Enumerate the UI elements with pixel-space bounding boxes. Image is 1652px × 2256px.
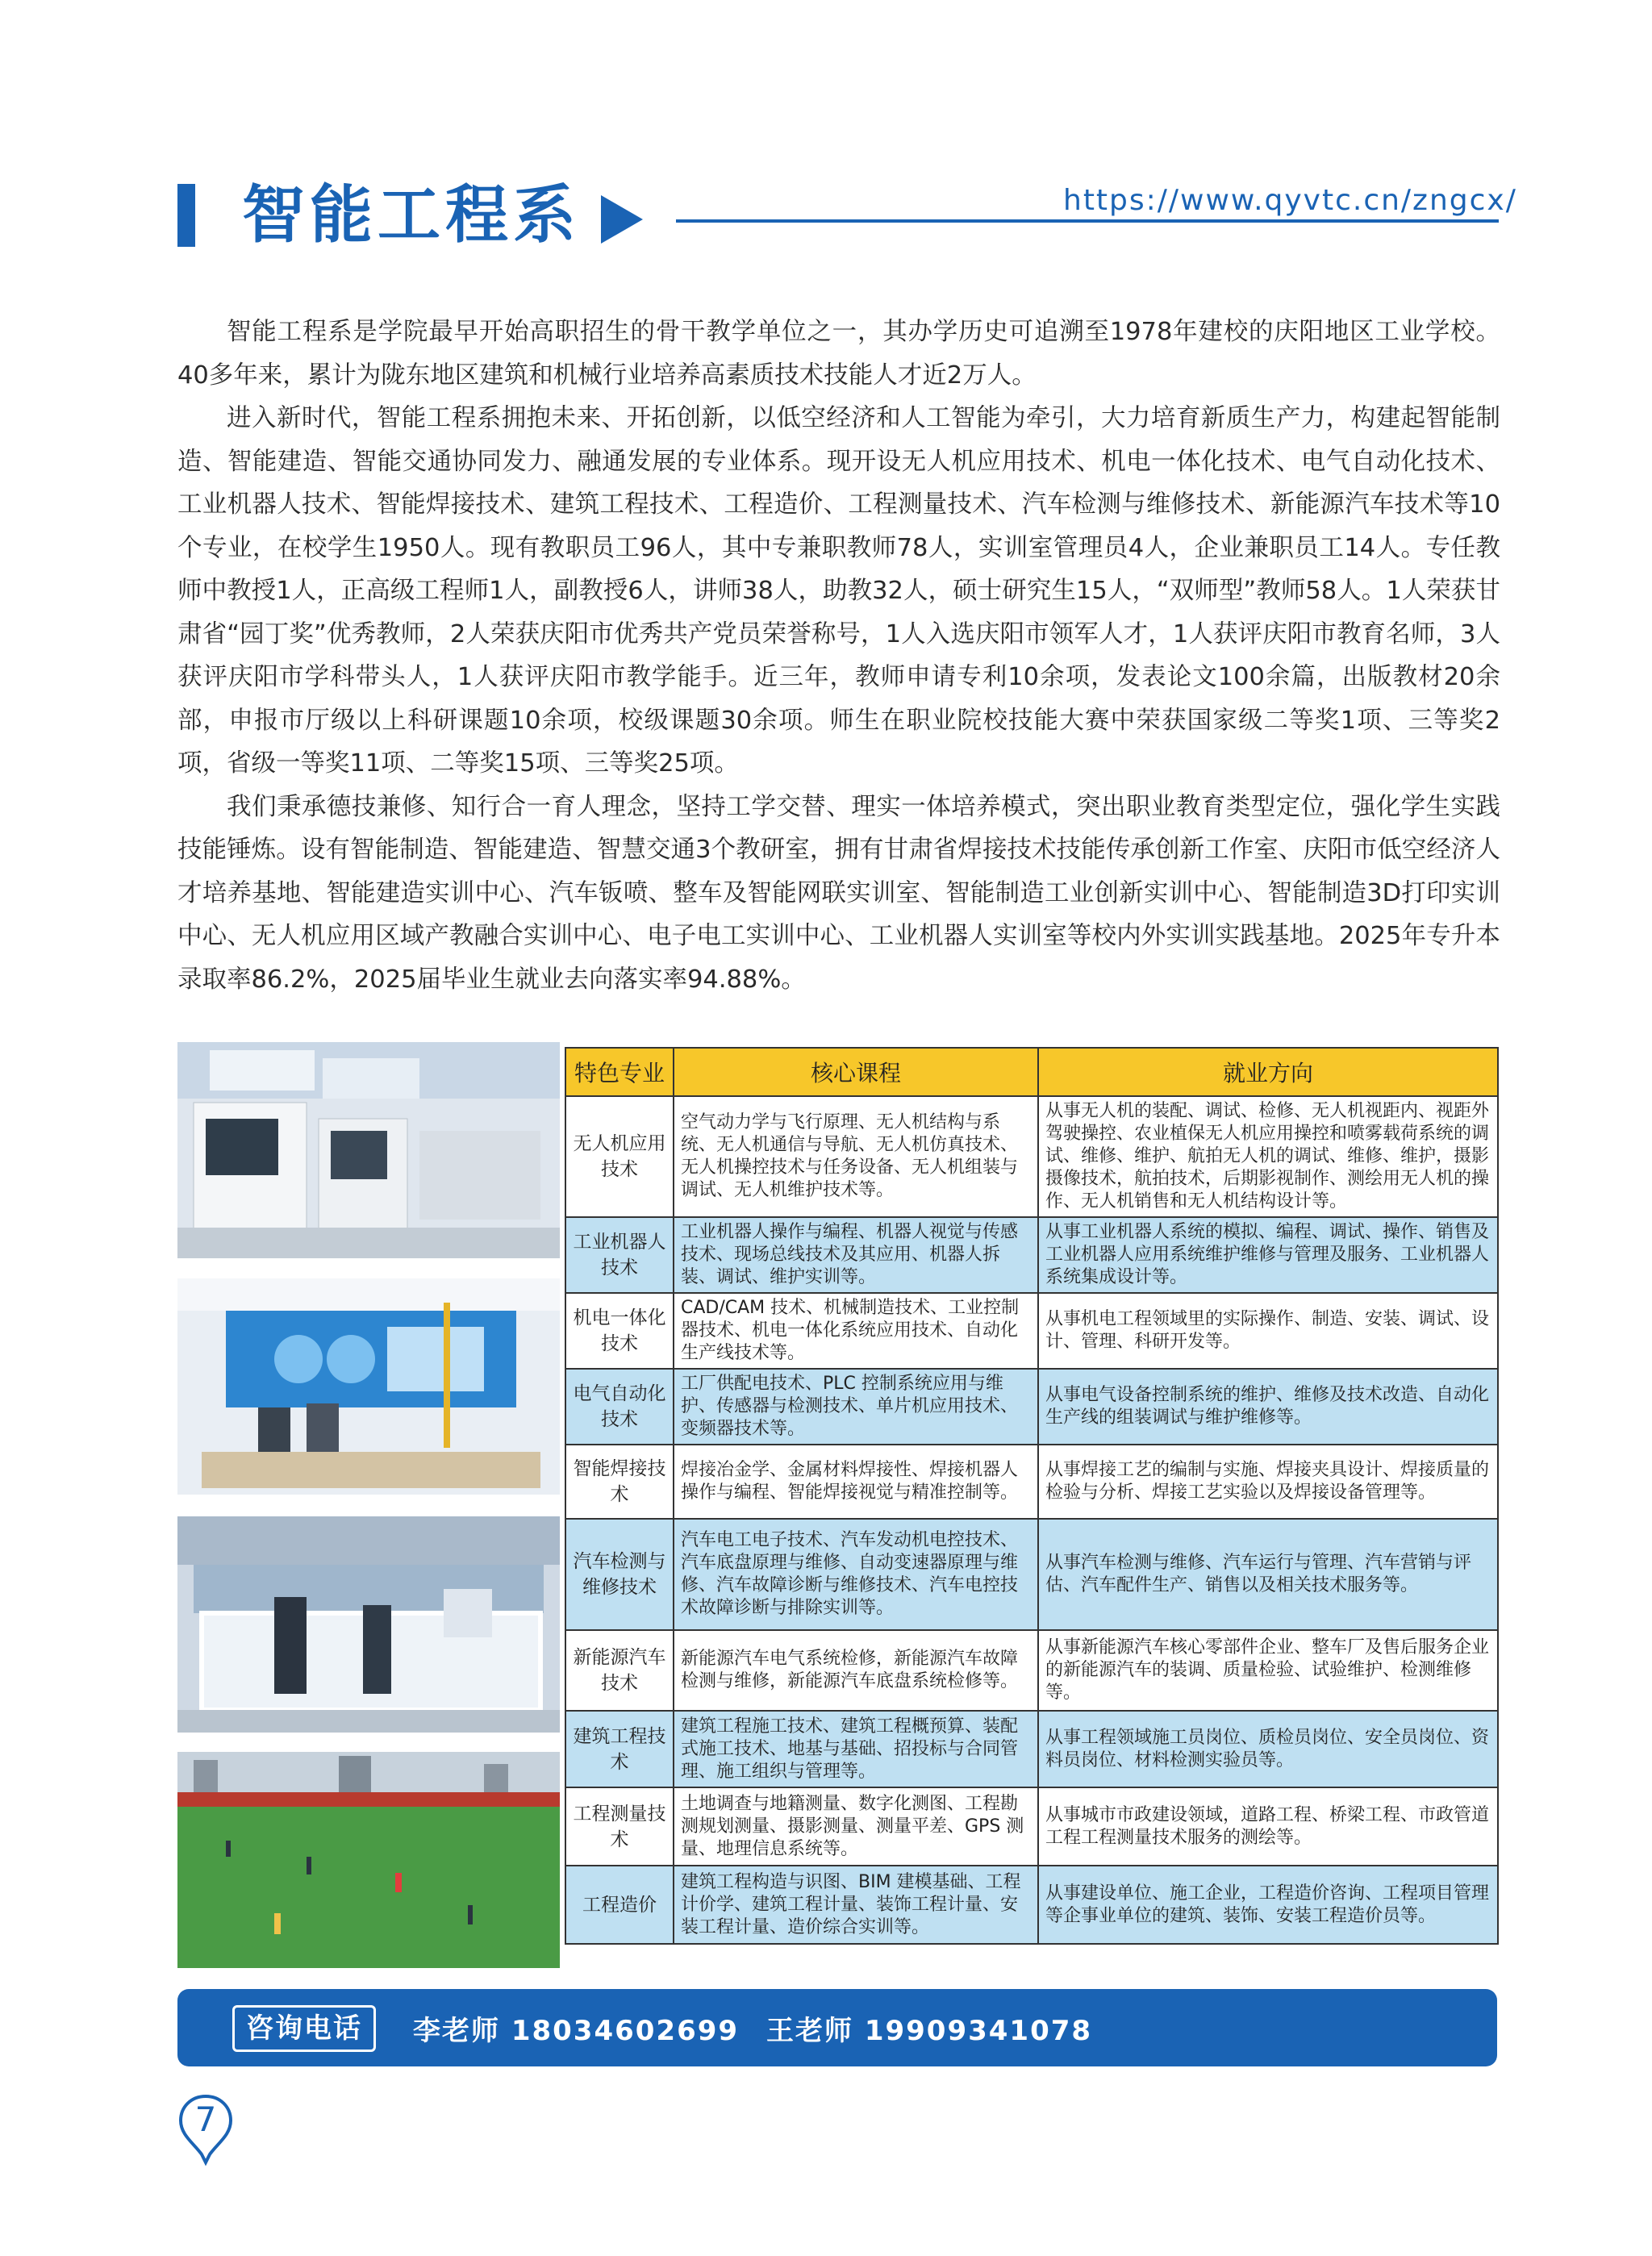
photo-smart-construction-center — [177, 1278, 560, 1495]
header-divider — [676, 219, 1499, 223]
table-header-row — [565, 1048, 1498, 1096]
jobs-cell: 从事工业机器人系统的模拟、编程、调试、操作、销售及工业机器人应用系统维护维修与管理及服务、工业机器人系统集成设计等。 — [1038, 1217, 1498, 1293]
major-cell: 建筑工程技术 — [565, 1711, 674, 1787]
contact-phone-2[interactable]: 王老师 19909341078 — [766, 2015, 1093, 2047]
photo-cnc-training-room — [177, 1042, 560, 1258]
major-cell: 机电一体化技术 — [565, 1293, 674, 1369]
header-courses: 核心课程 — [674, 1048, 1038, 1096]
jobs-cell: 从事汽车检测与维修、汽车运行与管理、汽车营销与评估、汽车配件生产、销售以及相关技术服务等。 — [1038, 1519, 1498, 1630]
jobs-cell: 从事城市市政建设领域，道路工程、桥梁工程、市政管道工程工程测量技术服务的测绘等。 — [1038, 1787, 1498, 1866]
photo-vehicle-training-room — [177, 1516, 560, 1733]
courses-cell: 新能源汽车电气系统检修，新能源汽车故障检测与维修，新能源汽车底盘系统检修等。 — [674, 1630, 1038, 1711]
contact-phone-1[interactable]: 李老师 18034602699 — [413, 2015, 740, 2047]
table-row — [565, 1866, 1498, 1944]
table-row — [565, 1369, 1498, 1445]
major-cell: 工程测量技术 — [565, 1787, 674, 1866]
page-number-marker — [177, 2093, 234, 2167]
courses-cell: 汽车电工电子技术、汽车发动机电控技术、汽车底盘原理与维修、自动变速器原理与维修、汽车故障诊断与维修技术、汽车电控技术故障诊断与排除实训等。 — [674, 1519, 1038, 1630]
table-row — [565, 1711, 1498, 1787]
courses-cell: 空气动力学与飞行原理、无人机结构与系统、无人机通信与导航、无人机仿真技术、无人机操控技术与任务设备、无人机组装与调试、无人机维护技术等。 — [674, 1096, 1038, 1217]
intro-text — [177, 311, 1500, 1001]
courses-cell: 工业机器人操作与编程、机器人视觉与传感技术、现场总线技术及其应用、机器人拆装、调试、维护实训等。 — [674, 1217, 1038, 1293]
title-arrow-icon — [601, 195, 643, 244]
department-url-link[interactable]: https://www.qyvtc.cn/zngcx/ — [1063, 184, 1517, 217]
contact-label: 咨询电话 — [232, 2005, 376, 2052]
table-row — [565, 1787, 1498, 1866]
courses-cell: CAD/CAM 技术、机械制造技术、工业控制器技术、机电一体化系统应用技术、自动化生产线技术等。 — [674, 1293, 1038, 1369]
jobs-cell: 从事机电工程领域里的实际操作、制造、安装、调试、设计、管理、科研开发等。 — [1038, 1293, 1498, 1369]
jobs-cell: 从事无人机的装配、调试、检修、无人机视距内、视距外驾驶操控、农业植保无人机应用操控和喷雾载荷系统的调试、维修、维护、航拍无人机的调试、维修、维护，摄影摄像技术，航拍技术，后期影视制作、测绘用无人机的操作、无人机销售和无人机结构设计等。 — [1038, 1096, 1498, 1217]
jobs-cell: 从事建设单位、施工企业，工程造价咨询、工程项目管理等企事业单位的建筑、装饰、安装工程造价员等。 — [1038, 1866, 1498, 1944]
paragraph-1: 智能工程系是学院最早开始高职招生的骨干教学单位之一，其办学历史可追溯至1978年建校的庆阳地区工业学校。40多年来，累计为陇东地区建筑和机械行业培养高素质技术技能人才近2万人。 — [177, 318, 1500, 390]
contact-bar — [177, 1989, 1497, 2066]
jobs-cell: 从事新能源汽车核心零部件企业、整车厂及售后服务企业的新能源汽车的装调、质量检验、试验维护、检测维修等。 — [1038, 1630, 1498, 1711]
page-title: 智能工程系 — [242, 179, 582, 252]
table-row — [565, 1445, 1498, 1519]
major-cell: 新能源汽车技术 — [565, 1630, 674, 1711]
courses-cell: 焊接冶金学、金属材料焊接性、焊接机器人操作与编程、智能焊接视觉与精准控制等。 — [674, 1445, 1038, 1519]
courses-cell: 建筑工程施工技术、建筑工程概预算、装配式施工技术、地基与基础、招投标与合同管理、施工组织与管理等。 — [674, 1711, 1038, 1787]
header-jobs: 就业方向 — [1038, 1048, 1498, 1096]
major-cell: 工程造价 — [565, 1866, 674, 1944]
table-row — [565, 1293, 1498, 1369]
title-accent-bar — [177, 184, 195, 247]
jobs-cell: 从事焊接工艺的编制与实施、焊接夹具设计、焊接质量的检验与分析、焊接工艺实验以及焊接设备管理等。 — [1038, 1445, 1498, 1519]
header-major: 特色专业 — [565, 1048, 674, 1096]
major-cell: 汽车检测与维修技术 — [565, 1519, 674, 1630]
paragraph-3: 我们秉承德技兼修、知行合一育人理念，坚持工学交替、理实一体培养模式，突出职业教育类型定位，强化学生实践技能锤炼。设有智能制造、智能建造、智慧交通3个教研室，拥有甘肃省焊接技术技能传承创新工作室、庆阳市低空经济人才培养基地、智能建造实训中心、汽车钣喷、整车及智能网联实训室、智能制造工业创新实训中心、智能制造3D打印实训中心、无人机应用区域产教融合实训中心、电子电工实训中心、工业机器人实训室等校内外实训实践基地。2025年专升本录取率86.2%，2025届毕业生就业去向落实率94.88%。 — [177, 792, 1500, 994]
jobs-cell: 从事工程领域施工员岗位、质检员岗位、安全员岗位、资料员岗位、材料检测实验员等。 — [1038, 1711, 1498, 1787]
courses-cell: 工厂供配电技术、PLC 控制系统应用与维护、传感器与检测技术、单片机应用技术、变频器技术等。 — [674, 1369, 1038, 1445]
table-row — [565, 1630, 1498, 1711]
major-cell: 工业机器人技术 — [565, 1217, 674, 1293]
photo-surveying-field — [177, 1752, 560, 1968]
courses-cell: 建筑工程构造与识图、BIM 建模基础、工程计价学、建筑工程计量、装饰工程计量、安装工程计量、造价综合实训等。 — [674, 1866, 1038, 1944]
table-row — [565, 1096, 1498, 1217]
courses-cell: 土地调查与地籍测量、数字化测图、工程勘测规划测量、摄影测量、测量平差、GPS 测量、地理信息系统等。 — [674, 1787, 1038, 1866]
table-row — [565, 1519, 1498, 1630]
major-cell: 无人机应用技术 — [565, 1096, 674, 1217]
jobs-cell: 从事电气设备控制系统的维护、维修及技术改造、自动化生产线的组装调试与维护维修等。 — [1038, 1369, 1498, 1445]
major-cell: 电气自动化技术 — [565, 1369, 674, 1445]
paragraph-2: 进入新时代，智能工程系拥抱未来、开拓创新，以低空经济和人工智能为牵引，大力培育新质生产力，构建起智能制造、智能建造、智能交通协同发力、融通发展的专业体系。现开设无人机应用技术、机电一体化技术、电气自动化技术、工业机器人技术、智能焊接技术、建筑工程技术、工程造价、工程测量技术、汽车检测与维修技术、新能源汽车技术等10个专业，在校学生1950人。现有教职员工96人，其中专兼职教师78人，实训室管理员4人，企业兼职员工14人。专任教师中教授1人，正高级工程师1人，副教授6人，讲师38人，助教32人，硕士研究生15人，“双师型”教师58人。1人荣获甘肃省“园丁奖”优秀教师，2人荣获庆阳市优秀共产党员荣誉称号，1人入选庆阳市领军人才，1人获评庆阳市教育名师，3人获评庆阳市学科带头人，1人获评庆阳市教学能手。近三年，教师申请专利10余项，发表论文100余篇，出版教材20余部，申报市厅级以上科研课题10余项，校级课题30余项。师生在职业院校技能大赛中荣获国家级二等奖1项、三等奖2项，省级一等奖11项、二等奖15项、三等奖25项。 — [177, 404, 1500, 778]
table-row — [565, 1217, 1498, 1293]
page-number: 7 — [194, 2100, 217, 2139]
major-cell: 智能焊接技术 — [565, 1445, 674, 1519]
majors-table — [565, 1047, 1497, 1945]
